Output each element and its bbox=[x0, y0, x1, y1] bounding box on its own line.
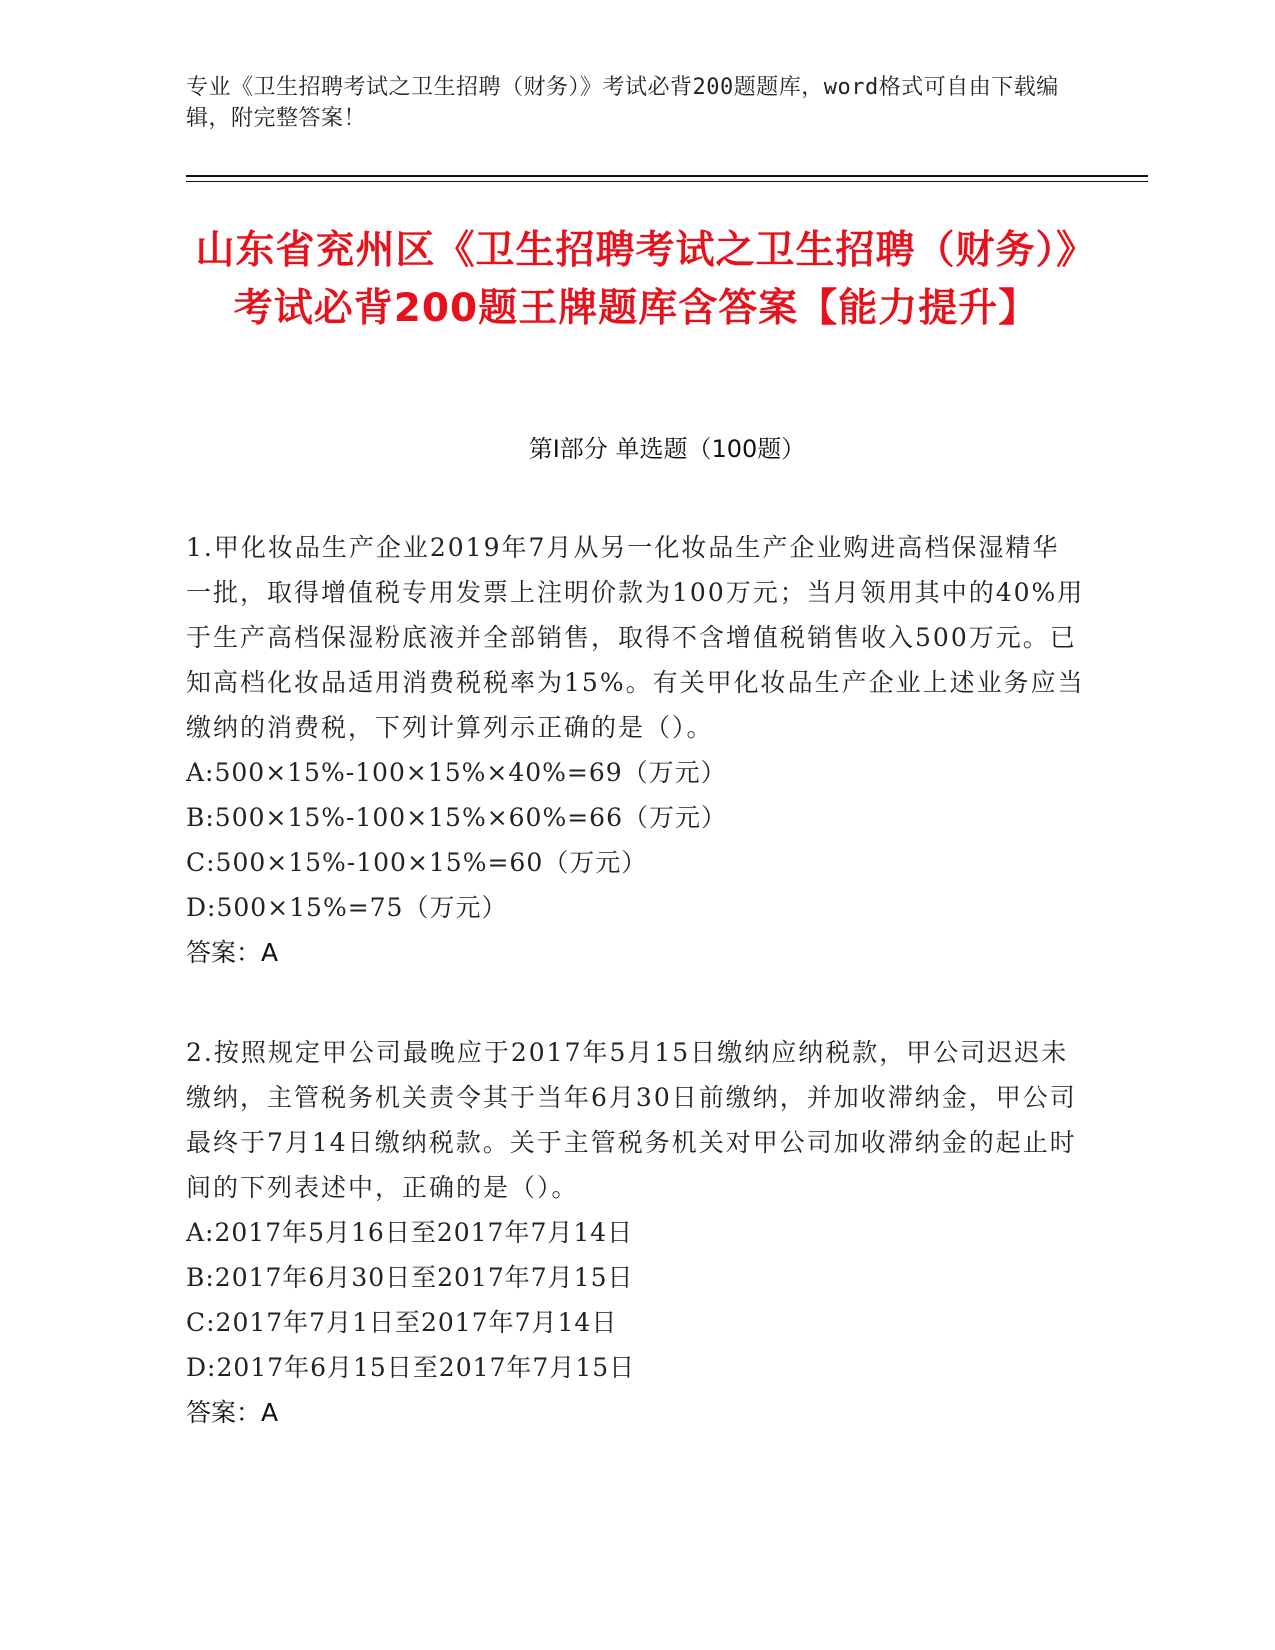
option-d: D:500×15%=75（万元） bbox=[186, 893, 508, 922]
option-b: B:500×15%-100×15%×60%=66（万元） bbox=[186, 803, 727, 832]
document-title: 山东省兖州区《卫生招聘考试之卫生招聘（财务）》考试必背200题王牌题库含答案【能力提升】 bbox=[195, 228, 1077, 331]
section-heading: 第Ⅰ部分 单选题（100题） bbox=[528, 435, 806, 463]
option-b: B:2017年6月30日至2017年7月15日 bbox=[186, 1263, 634, 1292]
answer-line: 答案：A bbox=[186, 1398, 279, 1427]
question-stem: 2.按照规定甲公司最晚应于2017年5月15日缴纳应纳税款，甲公司迟迟未缴纳，主管税务机关责令其于当年6月30日前缴纳，并加收滞纳金，甲公司最终于7月14日缴纳税款。关于主管税务机关对甲公司加收滞纳金的起止时间的下列表述中，正确的是（）。 bbox=[186, 1038, 1077, 1202]
answer-line: 答案：A bbox=[186, 938, 279, 967]
header-note: 专业《卫生招聘考试之卫生招聘（财务）》考试必背200题题库，word格式可自由下载编辑，附完整答案！ bbox=[186, 75, 1059, 131]
question-1 bbox=[186, 525, 1086, 975]
header-divider-thick bbox=[186, 175, 1148, 177]
option-d: D:2017年6月15日至2017年7月15日 bbox=[186, 1353, 636, 1382]
option-a: A:2017年5月16日至2017年7月14日 bbox=[186, 1218, 634, 1247]
header-divider-thin bbox=[186, 181, 1148, 182]
option-a: A:500×15%-100×15%×40%=69（万元） bbox=[186, 758, 727, 787]
question-2 bbox=[186, 1030, 1086, 1435]
question-stem: 1.甲化妆品生产企业2019年7月从另一化妆品生产企业购进高档保湿精华一批，取得增值税专用发票上注明价款为100万元；当月领用其中的40%用于生产高档保湿粉底液并全部销售，取得不含增值税销售收入500万元。已知高档化妆品适用消费税税率为15%。有关甲化妆品生产企业上述业务应当缴纳的消费税，下列计算列示正确的是（）。 bbox=[186, 533, 1085, 742]
option-c: C:2017年7月1日至2017年7月14日 bbox=[186, 1308, 618, 1337]
option-c: C:500×15%-100×15%=60（万元） bbox=[186, 848, 648, 877]
